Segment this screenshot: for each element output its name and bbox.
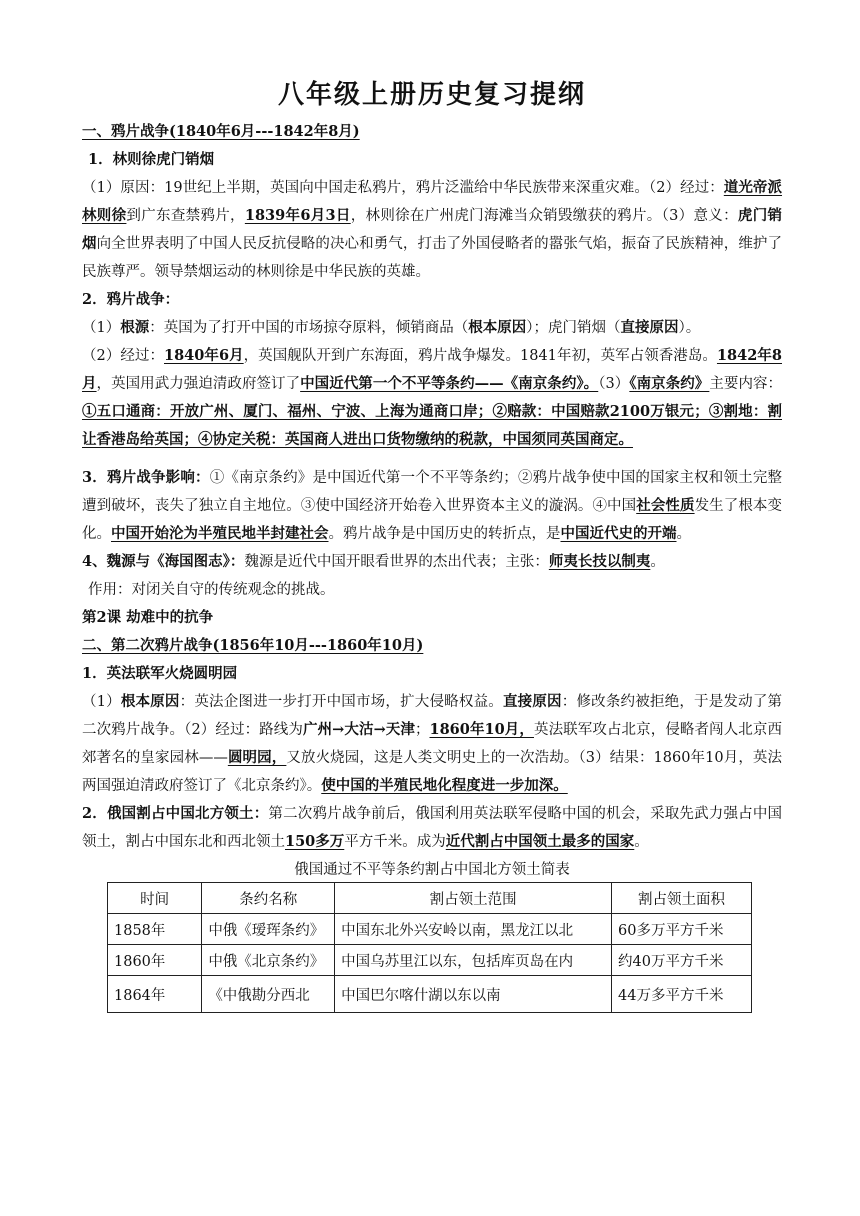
paragraph-1-1: （1）原因：19世纪上半期，英国向中国走私鸦片，鸦片泛滥给中华民族带来深重灾难。（2）经过：道光帝派林则徐到广东查禁鸦片，1839年6月3日，林则徐在广州虎门海滩当众销毁缴获的鸦片。（3）意义：虎门销烟向全世界表明了中国人民反抗侵略的决心和勇气，打击了外国侵略者的嚣张气焰，振奋了民族精神，维护了民族尊严。领导禁烟运动的林则徐是中华民族的英雄。	[82, 179, 783, 280]
table-cell: 中国东北外兴安岭以南，黑龙江以北	[335, 914, 612, 945]
paragraph-1-6: 作用：对闭关自守的传统观念的挑战。	[88, 582, 335, 598]
topic-2-1-title: 1．英法联军火烧圆明园	[82, 665, 238, 682]
table-cell: 中国巴尔喀什湖以东以南	[335, 976, 612, 1013]
topic-1-1-title: 1．林则徐虎门销烟	[88, 151, 215, 168]
paragraph-1-5: 4、魏源与《海国图志》：魏源是近代中国开眼看世界的杰出代表；主张：师夷长技以制夷。	[82, 553, 665, 570]
section-2-heading: 二、第二次鸦片战争(1856年10月---1860年10月)	[82, 637, 424, 654]
table-cell: 60多万平方千米	[612, 914, 752, 945]
table-cell: 1858年	[108, 914, 202, 945]
topic-1-2-title: 2．鸦片战争：	[82, 291, 180, 308]
table-cell: 1864年	[108, 976, 202, 1013]
table-cell: 约40万平方千米	[612, 945, 752, 976]
document-title: 八年级上册历史复习提纲	[277, 80, 586, 110]
paragraph-2-2: 2．俄国割占中国北方领土：第二次鸦片战争前后，俄国利用英法联军侵略中国的机会，采取先武力强占中国领土，割占中国东北和西北领土150多万平方千米。成为近代割占中国领土最多的国家。	[82, 805, 782, 850]
table-cell: 中国乌苏里江以东，包括库页岛在内	[335, 945, 612, 976]
table-cell: 《中俄勘分西北	[202, 976, 335, 1013]
table-row	[108, 945, 752, 976]
paragraph-1-3: （2）经过：1840年6月，英国舰队开到广东海面，鸦片战争爆发。1841年初，英军占领香港岛。1842年8月，英国用武力强迫清政府签订了中国近代第一个不平等条约——《南京条约》。（3）《南京条约》主要内容：①五口通商：开放广州、厦门、福州、宁波、上海为通商口岸；②赔款：中国赔款2100万银元；③割地：割让香港岛给英国；④协定关税：英国商人进出口货物缴纳的税款，中国须同英国商定。	[82, 347, 783, 448]
table-cell: 中俄《瑷珲条约》	[202, 914, 335, 945]
table-row	[108, 976, 752, 1013]
table-header-cell: 时间	[108, 883, 202, 914]
paragraph-1-2: （1）根源：英国为了打开中国的市场掠夺原料，倾销商品（根本原因）；虎门销烟（直接原因）。	[82, 319, 701, 336]
table-cell: 44万多平方千米	[612, 976, 752, 1013]
table-caption: 俄国通过不平等条约割占中国北方领土简表	[294, 862, 570, 878]
table-header-cell: 割占领土面积	[612, 883, 752, 914]
table-cell: 1860年	[108, 945, 202, 976]
lesson-2-title: 第2课 劫难中的抗争	[82, 609, 214, 626]
table-row	[108, 914, 752, 945]
territory-table	[107, 882, 752, 1013]
table-header-cell: 割占领土范围	[335, 883, 612, 914]
paragraph-1-4: 3．鸦片战争影响：①《南京条约》是中国近代第一个不平等条约；②鸦片战争使中国的国家主权和领土完整遭到破坏，丧失了独立自主地位。③使中国经济开始卷入世界资本主义的漩涡。④中国社会性质发生了根本变化。中国开始沦为半殖民地半封建社会。鸦片战争是中国历史的转折点，是中国近代史的开端。	[82, 469, 783, 542]
table-cell: 中俄《北京条约》	[202, 945, 335, 976]
section-1-heading: 一、鸦片战争(1840年6月---1842年8月)	[82, 123, 360, 140]
table-header-row	[108, 883, 752, 914]
paragraph-2-1: （1）根本原因：英法企图进一步打开中国市场，扩大侵略权益。直接原因：修改条约被拒绝，于是发动了第二次鸦片战争。（2）经过：路线为广州→大沽→天津；1860年10月，英法联军攻占北京，侵略者闯人北京西郊著名的皇家园林——圆明园，又放火烧园，这是人类文明史上的一次浩劫。（3）结果：1860年10月，英法两国强迫清政府签订了《北京条约》。使中国的半殖民地化程度进一步加深。	[82, 693, 783, 794]
table-header-cell: 条约名称	[202, 883, 335, 914]
document-page	[82, 78, 782, 1013]
